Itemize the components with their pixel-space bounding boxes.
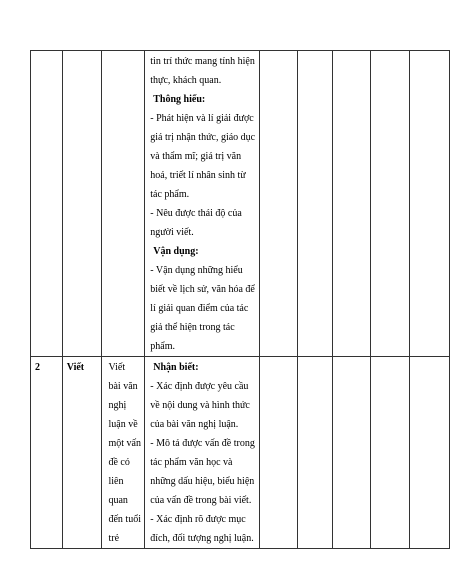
table-row	[31, 357, 450, 549]
text-line: giá trị nhận thức, giáo dục	[150, 132, 256, 143]
empty-cell	[370, 51, 410, 357]
specification-table	[30, 50, 450, 549]
text-line: thực, khách quan.	[150, 75, 222, 86]
text-line: lí giải quan điểm của tác	[150, 303, 249, 314]
text-line: của bài văn nghị luận.	[150, 419, 239, 430]
description-cell	[145, 357, 260, 549]
skill-cell	[62, 51, 102, 357]
text-line: tác phẩm.	[150, 189, 190, 200]
empty-cell	[370, 357, 410, 549]
text-line: Viết	[108, 362, 126, 373]
empty-cell	[297, 357, 333, 549]
text-line: - Mô tả được vấn đề trong	[150, 438, 255, 449]
text-line: - Xác định được yêu cầu	[150, 381, 249, 392]
text-line: bài văn	[108, 381, 138, 392]
empty-cell	[333, 357, 371, 549]
number-cell: 2	[31, 357, 63, 549]
text-line: tin trí thức mang tính hiện	[150, 56, 255, 67]
text-line: - Phát hiện và lí giải được	[150, 113, 254, 124]
empty-cell	[410, 357, 450, 549]
unit-cell	[102, 51, 145, 357]
text-line: đích, đối tượng nghị luận.	[150, 533, 254, 544]
text-line: tác phẩm văn học và	[150, 457, 233, 468]
unit-cell	[102, 357, 145, 549]
empty-cell	[260, 51, 298, 357]
text-line: trẻ	[108, 533, 120, 544]
empty-cell	[410, 51, 450, 357]
text-line: những dấu hiệu, biểu hiện	[150, 476, 255, 487]
text-line: nghị	[108, 400, 127, 411]
section-heading: Thông hiểu:	[153, 94, 206, 105]
text-line: biết về lịch sử, văn hóa để	[150, 284, 255, 295]
description-text	[150, 358, 256, 548]
text-line: luận về	[108, 419, 138, 430]
text-line: đến tuổi	[108, 514, 141, 525]
empty-cell	[260, 357, 298, 549]
table-row	[31, 51, 450, 357]
text-line: của vấn đề trong bài viết.	[150, 495, 252, 506]
text-line: - Xác định rõ được mục	[150, 514, 246, 525]
text-line: - Nêu được thái độ của	[150, 208, 242, 219]
empty-cell	[297, 51, 333, 357]
text-line: người viết.	[150, 227, 194, 238]
text-line: và thẩm mĩ; giá trị văn	[150, 151, 242, 162]
text-line: quan	[108, 495, 128, 506]
text-line: đề có	[108, 457, 130, 468]
section-heading: Vận dụng:	[153, 246, 199, 257]
unit-text	[108, 358, 144, 548]
text-line: giả thể hiện trong tác	[150, 322, 235, 333]
description-cell	[145, 51, 260, 357]
empty-cell	[333, 51, 371, 357]
text-line: hoá, triết lí nhân sinh từ	[150, 170, 246, 181]
description-text	[150, 52, 256, 356]
text-line: về nội dung và hình thức	[150, 400, 250, 411]
number-cell	[31, 51, 63, 357]
text-line: liên	[108, 476, 124, 487]
text-line: một vấn	[108, 438, 141, 449]
skill-cell: Viết	[62, 357, 102, 549]
section-heading: Nhận biết:	[153, 362, 199, 373]
text-line: - Vận dụng những hiểu	[150, 265, 243, 276]
text-line: phẩm.	[150, 341, 175, 352]
